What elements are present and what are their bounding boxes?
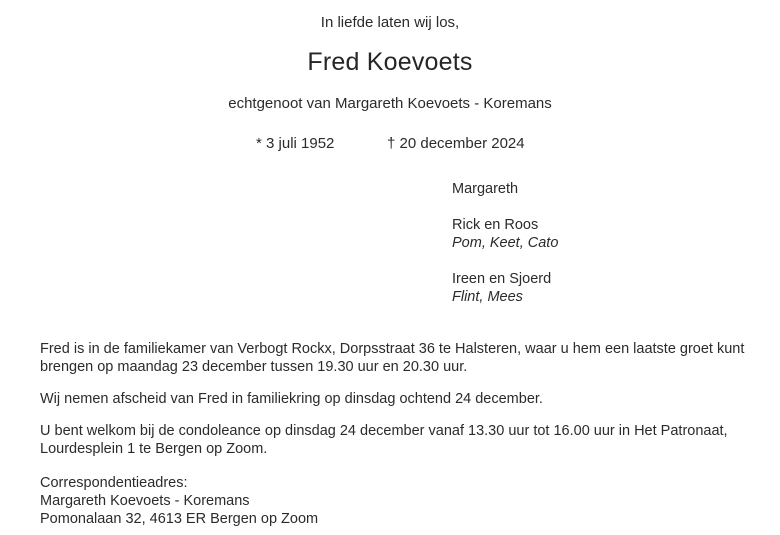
family-group [452, 270, 558, 306]
death-date: † 20 december 2024 [387, 135, 525, 152]
deceased-name: Fred Koevoets [307, 48, 473, 76]
family-parents: Margareth [452, 181, 519, 197]
family-parents: Rick en Roos [452, 217, 539, 233]
family-children: Pom, Keet, Cato [452, 235, 559, 251]
visitation-paragraph: Fred is in de familiekamer van Verbogt Rockx, Dorpsstraat 36 te Halsteren, waar u hem een laatste groet kunt brengen op maandag 23 december tussen 19.30 uur en 20.30 uur. [40, 341, 745, 375]
spouse-line: echtgenoot van Margareth Koevoets - Koremans [228, 95, 552, 112]
birth-date: * 3 juli 1952 [256, 135, 335, 152]
intro-line: In liefde laten wij los, [320, 14, 460, 31]
family-children: Flint, Mees [452, 289, 523, 305]
family-group [452, 216, 558, 252]
family-list [452, 180, 558, 324]
condolence-paragraph: U bent welkom bij de condoleance op dinsdag 24 december vanaf 13.30 uur tot 16.00 uur in Het Patronaat, Lourdesplein 1 te Bergen op Zoom. [40, 423, 728, 457]
correspondence-name: Margareth Koevoets - Koremans [40, 493, 250, 509]
correspondence-block [40, 474, 760, 528]
family-parents: Ireen en Sjoerd [452, 271, 552, 287]
correspondence-address: Pomonalaan 32, 4613 ER Bergen op Zoom [40, 511, 319, 527]
correspondence-label: Correspondentieadres: [40, 475, 188, 491]
family-group [452, 180, 558, 198]
farewell-paragraph: Wij nemen afscheid van Fred in familiekring op dinsdag ochtend 24 december. [40, 391, 543, 407]
